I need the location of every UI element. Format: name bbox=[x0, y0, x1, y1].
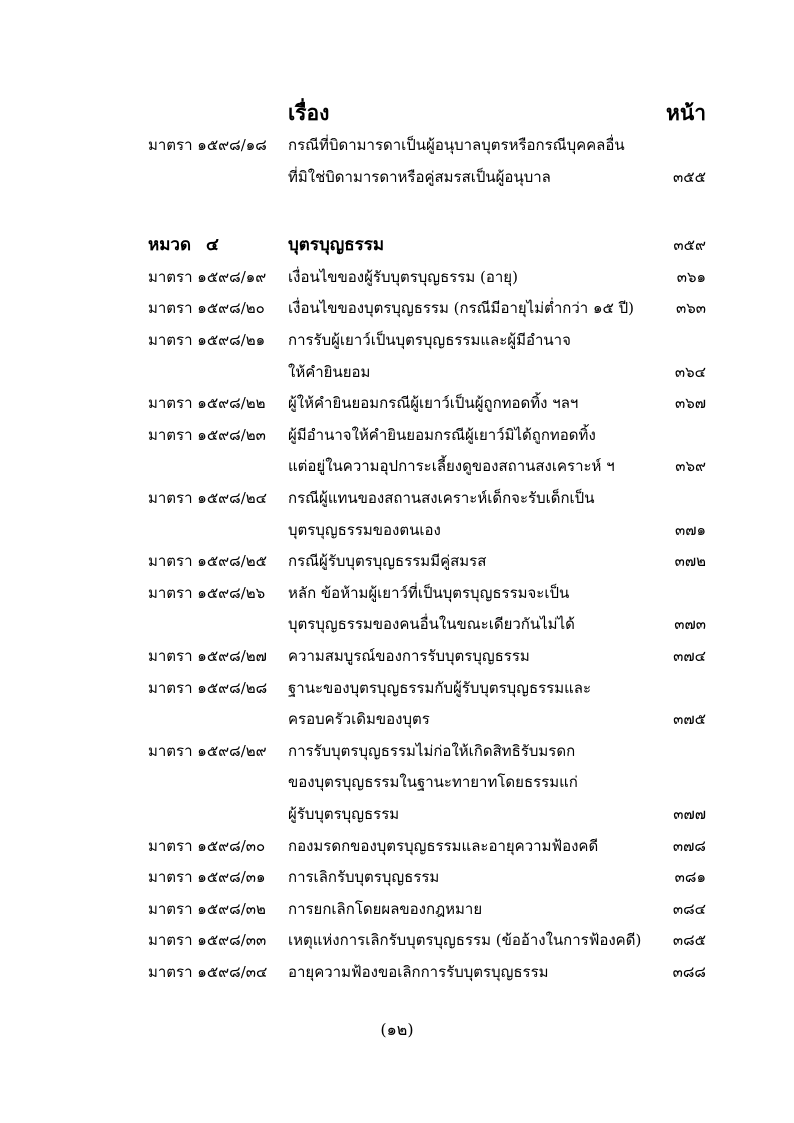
toc-row bbox=[0, 545, 794, 577]
entry-title: การรับบุตรบุญธรรมไม่ก่อให้เกิดสิทธิรับมรดก bbox=[288, 742, 576, 760]
entry-title: ผู้รับบุตรบุญธรรม bbox=[288, 805, 400, 823]
section-number: มาตรา ๑๕๙๘/๓๒ bbox=[148, 900, 266, 918]
entry-title: ครอบครัวเดิมของบุตร bbox=[288, 710, 430, 728]
entry-title: กองมรดกของบุตรบุญธรรมและอายุความฟ้องคดี bbox=[288, 837, 599, 855]
toc-row bbox=[0, 514, 794, 546]
entry-title: อายุความฟ้องขอเลิกการรับบุตรบุญธรรม bbox=[288, 963, 549, 981]
entry-title: กรณีผู้แทนของสถานสงเคราะห์เด็กจะรับเด็กเป็น bbox=[288, 489, 595, 507]
column-header-page: หน้า bbox=[666, 100, 706, 125]
entry-title: ผู้ให้คำยินยอมกรณีผู้เยาว์เป็นผู้ถูกทอดทิ้ง ฯลฯ bbox=[288, 394, 579, 412]
section-number: มาตรา ๑๕๙๘/๓๐ bbox=[148, 837, 266, 855]
toc-row bbox=[0, 766, 794, 798]
chapter-heading bbox=[0, 229, 794, 261]
page-number: (๑๒) bbox=[380, 1020, 414, 1039]
entry-page-number: ๓๖๓ bbox=[675, 299, 706, 317]
toc-row bbox=[0, 672, 794, 704]
section-number: มาตรา ๑๕๙๘/๒๗ bbox=[148, 647, 267, 665]
entry-title: เหตุแห่งการเลิกรับบุตรบุญธรรม (ข้ออ้างในการฟ้องคดี) bbox=[288, 931, 642, 949]
entry-title: การเลิกรับบุตรบุญธรรม bbox=[288, 868, 440, 886]
toc-row bbox=[0, 292, 794, 324]
entry-title: บุตรบุญธรรม bbox=[288, 235, 385, 255]
section-number: มาตรา ๑๕๙๘/๒๒ bbox=[148, 394, 266, 412]
column-header-title: เรื่อง bbox=[288, 100, 330, 125]
entry-page-number: ๓๖๑ bbox=[676, 268, 706, 286]
entry-page-number: ๓๖๗ bbox=[674, 394, 706, 412]
section-number: มาตรา ๑๕๙๘/๓๔ bbox=[148, 963, 268, 981]
section-number: หมวด bbox=[148, 235, 191, 255]
toc-row bbox=[0, 608, 794, 640]
section-number: มาตรา ๑๕๙๘/๑๘ bbox=[148, 136, 267, 154]
toc-row bbox=[0, 640, 794, 672]
section-number: มาตรา ๑๕๙๘/๓๓ bbox=[148, 931, 267, 949]
entry-title: การรับผู้เยาว์เป็นบุตรบุญธรรมและผู้มีอำนาจ bbox=[288, 331, 571, 349]
toc-row bbox=[0, 830, 794, 862]
toc-row bbox=[0, 703, 794, 735]
entry-page-number: ๓๘๘ bbox=[672, 963, 706, 981]
entry-title: เงื่อนไขของบุตรบุญธรรม (กรณีมีอายุไม่ต่ำกว่า ๑๕ ปี) bbox=[288, 299, 634, 317]
section-number: มาตรา ๑๕๙๘/๒๐ bbox=[148, 299, 265, 317]
entry-title: ผู้มีอำนาจให้คำยินยอมกรณีผู้เยาว์มิได้ถูกทอดทิ้ง bbox=[288, 426, 596, 444]
toc-row bbox=[0, 324, 794, 356]
toc-row bbox=[0, 956, 794, 988]
toc-row bbox=[0, 893, 794, 925]
section-number: มาตรา ๑๕๙๘/๒๙ bbox=[148, 742, 267, 760]
entry-page-number: ๓๖๔ bbox=[674, 363, 706, 381]
section-number: มาตรา ๑๕๙๘/๒๔ bbox=[148, 489, 268, 507]
entry-title: ความสมบูรณ์ของการรับบุตรบุญธรรม bbox=[288, 647, 530, 665]
section-number: มาตรา ๑๕๙๘/๑๙ bbox=[148, 268, 267, 286]
entry-page-number: ๓๕๕ bbox=[673, 168, 706, 186]
entry-title: กรณีที่บิดามารดาเป็นผู้อนุบาลบุตรหรือกรณีบุคคลอื่น bbox=[288, 136, 625, 154]
entry-page-number: ๓๗๓ bbox=[674, 615, 706, 633]
entry-page-number: ๓๗๕ bbox=[673, 710, 706, 728]
section-number: มาตรา ๑๕๙๘/๒๘ bbox=[148, 679, 268, 697]
entry-title: การยกเลิกโดยผลของกฎหมาย bbox=[288, 900, 483, 918]
entry-title: เงื่อนไขของผู้รับบุตรบุญธรรม (อายุ) bbox=[288, 268, 518, 286]
toc-row bbox=[0, 482, 794, 514]
entry-page-number: ๓๗๔ bbox=[673, 647, 706, 665]
toc-row bbox=[0, 577, 794, 609]
toc-row bbox=[0, 356, 794, 388]
entry-title: กรณีผู้รับบุตรบุญธรรมมีคู่สมรส bbox=[288, 552, 487, 570]
entry-page-number: ๓๘๑ bbox=[674, 868, 706, 886]
entry-page-number: ๓๗๒ bbox=[674, 552, 706, 570]
entry-title: ฐานะของบุตรบุญธรรมกับผู้รับบุตรบุญธรรมและ bbox=[288, 679, 592, 697]
entry-title: ที่มิใช่บิดามารดาหรือคู่สมรสเป็นผู้อนุบาล bbox=[288, 168, 551, 186]
section-number: มาตรา ๑๕๙๘/๒๖ bbox=[148, 584, 266, 602]
section-number: มาตรา ๑๕๙๘/๒๑ bbox=[148, 331, 266, 349]
entry-title: ของบุตรบุญธรรมในฐานะทายาทโดยธรรมแก่ bbox=[288, 773, 578, 791]
entry-title: บุตรบุญธรรมของคนอื่นในขณะเดียวกันไม่ได้ bbox=[288, 615, 575, 633]
toc-row bbox=[0, 261, 794, 293]
toc-row bbox=[0, 129, 794, 161]
entry-title: แต่อยู่ในความอุปการะเลี้ยงดูของสถานสงเคราะห์ ฯ bbox=[288, 457, 615, 475]
entry-page-number: ๓๕๙ bbox=[673, 236, 706, 254]
toc-row bbox=[0, 419, 794, 451]
section-number: มาตรา ๑๕๙๘/๒๕ bbox=[148, 552, 268, 570]
toc-row bbox=[0, 861, 794, 893]
entry-page-number: ๓๘๕ bbox=[672, 931, 706, 949]
entry-title: บุตรบุญธรรมของตนเอง bbox=[288, 521, 441, 539]
entry-title: หลัก ข้อห้ามผู้เยาว์ที่เป็นบุตรบุญธรรมจะเป็น bbox=[288, 584, 570, 602]
entry-page-number: ๓๗๘ bbox=[672, 837, 706, 855]
entry-title: ให้คำยินยอม bbox=[288, 363, 371, 381]
entry-page-number: ๓๖๙ bbox=[675, 457, 706, 475]
toc-row bbox=[0, 450, 794, 482]
toc-row bbox=[0, 924, 794, 956]
toc-row bbox=[0, 735, 794, 767]
toc-row bbox=[0, 798, 794, 830]
entry-page-number: ๓๗๗ bbox=[673, 805, 706, 823]
toc-row bbox=[0, 387, 794, 419]
toc-row bbox=[0, 161, 794, 193]
section-number: มาตรา ๑๕๙๘/๓๑ bbox=[148, 868, 266, 886]
chapter-number: ๔ bbox=[206, 235, 219, 255]
entry-page-number: ๓๗๑ bbox=[674, 521, 706, 539]
entry-page-number: ๓๘๔ bbox=[672, 900, 706, 918]
section-number: มาตรา ๑๕๙๘/๒๓ bbox=[148, 426, 266, 444]
